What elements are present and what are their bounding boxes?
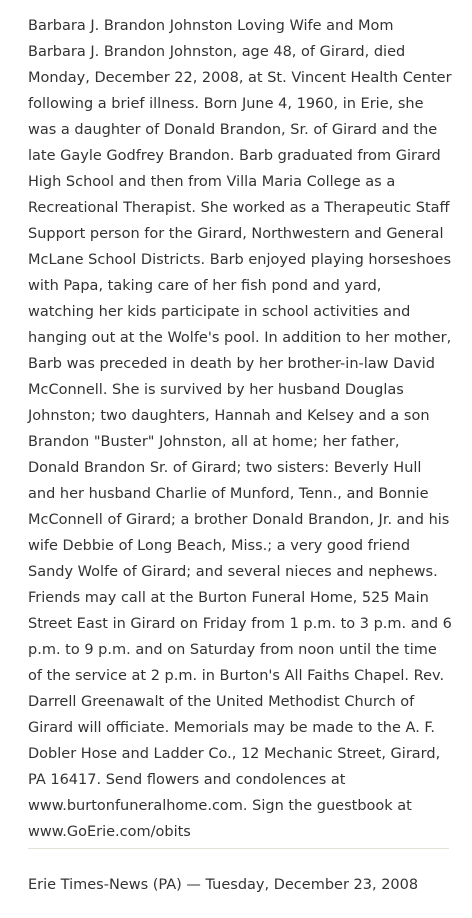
divider (28, 848, 449, 849)
publication-source-line: Erie Times-News (PA) — Tuesday, December 23, 2008 (28, 877, 419, 893)
obituary-article (28, 13, 452, 845)
obituary-body-text: Barbara J. Brandon Johnston Loving Wife and Mom Barbara J. Brandon Johnston, age 48, of Girard, died Monday, December 22, 2008, at St. Vincent Health Center following a brief illness. Born June 4, 1960, in Erie, she was a daughter of Donald Brandon, Sr. of Girard and the late Gayle Godfrey Brandon. Barb graduated from Girard High School and then from Villa Maria College as a Recreational Therapist. She worked as a Therapeutic Staff Support person for the Girard, Northwestern and General McLane School Districts. Barb enjoyed playing horseshoes with Papa, taking care of her fish pond and yard, watching her kids participate in school activities and hanging out at the Wolfe's pool. In addition to her mother, Barb was preceded in death by her brother-in-law David McConnell. She is survived by her husband Douglas Johnston; two daughters, Hannah and Kelsey and a son Brandon "Buster" Johnston, all at home; her father, Donald Brandon Sr. of Girard; two sisters: Beverly Hull and her husband Charlie of Munford, Tenn., and Bonnie McConnell of Girard; a brother Donald Brandon, Jr. and his wife Debbie of Long Beach, Miss.; a very good friend Sandy Wolfe of Girard; and several nieces and nephews. Friends may call at the Burton Funeral Home, 525 Main Street East in Girard on Friday from 1 p.m. to 3 p.m. and 6 p.m. to 9 p.m. and on Saturday from noon until the time of the service at 2 p.m. in Burton's All Faiths Chapel. Rev. Darrell Greenawalt of the United Methodist Church of Girard will officiate. Memorials may be made to the A. F. Dobler Hose and Ladder Co., 12 Mechanic Street, Girard, PA 16417. Send flowers and condolences at www.burtonfuneralhome.com. Sign the guestbook at www.GoErie.com/obits (28, 18, 452, 840)
